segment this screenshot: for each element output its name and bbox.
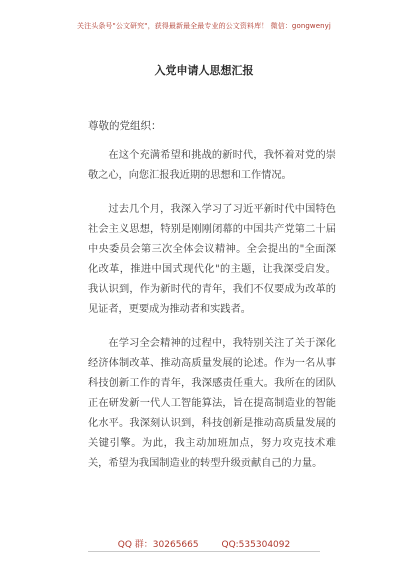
footer-qq-group: QQ 群：30265665 (117, 540, 199, 550)
footer-divider (88, 551, 320, 552)
paragraph: 过去几个月，我深入学习了习近平新时代中国特色社会主义思想，特别是刚刚闭幕的中国共产党第二十届中央委员会第三次全体会议精神。全会提出的"全面深化改革，推进中国式现代化"的主题，让我深受启发。我认识到，作为新时代的青年，我们不仅要成为改革的见证者，更要成为推动者和实践者。 (88, 204, 336, 315)
paragraph: 在这个充满希望和挑战的新时代，我怀着对党的崇敬之心，向您汇报我近期的思想和工作情况。 (88, 150, 336, 181)
footer-contact (0, 537, 408, 550)
salutation: 尊敬的党组织： (88, 120, 162, 132)
document-body (88, 146, 336, 488)
header-banner: 关注头条号"公文研究"，获得最新最全最专业的公文资料库！ 微信：gongwenyj (77, 22, 331, 30)
paragraph: 在学习全会精神的过程中，我特别关注了关于深化经济体制改革、推动高质量发展的论述。作为一名从事科技创新工作的青年，我深感责任重大。我所在的团队正在研发新一代人工智能算法，旨在提高制造业的智能化水平。我深刻认识到，科技创新是推动高质量发展的关键引擎。为此，我主动加班加点，努力攻克技术难关，希望为我国制造业的转型升级贡献自己的力量。 (88, 338, 336, 469)
document-title: 入党申请人思想汇报 (154, 64, 254, 77)
footer-qq: QQ:535304092 (221, 540, 291, 550)
